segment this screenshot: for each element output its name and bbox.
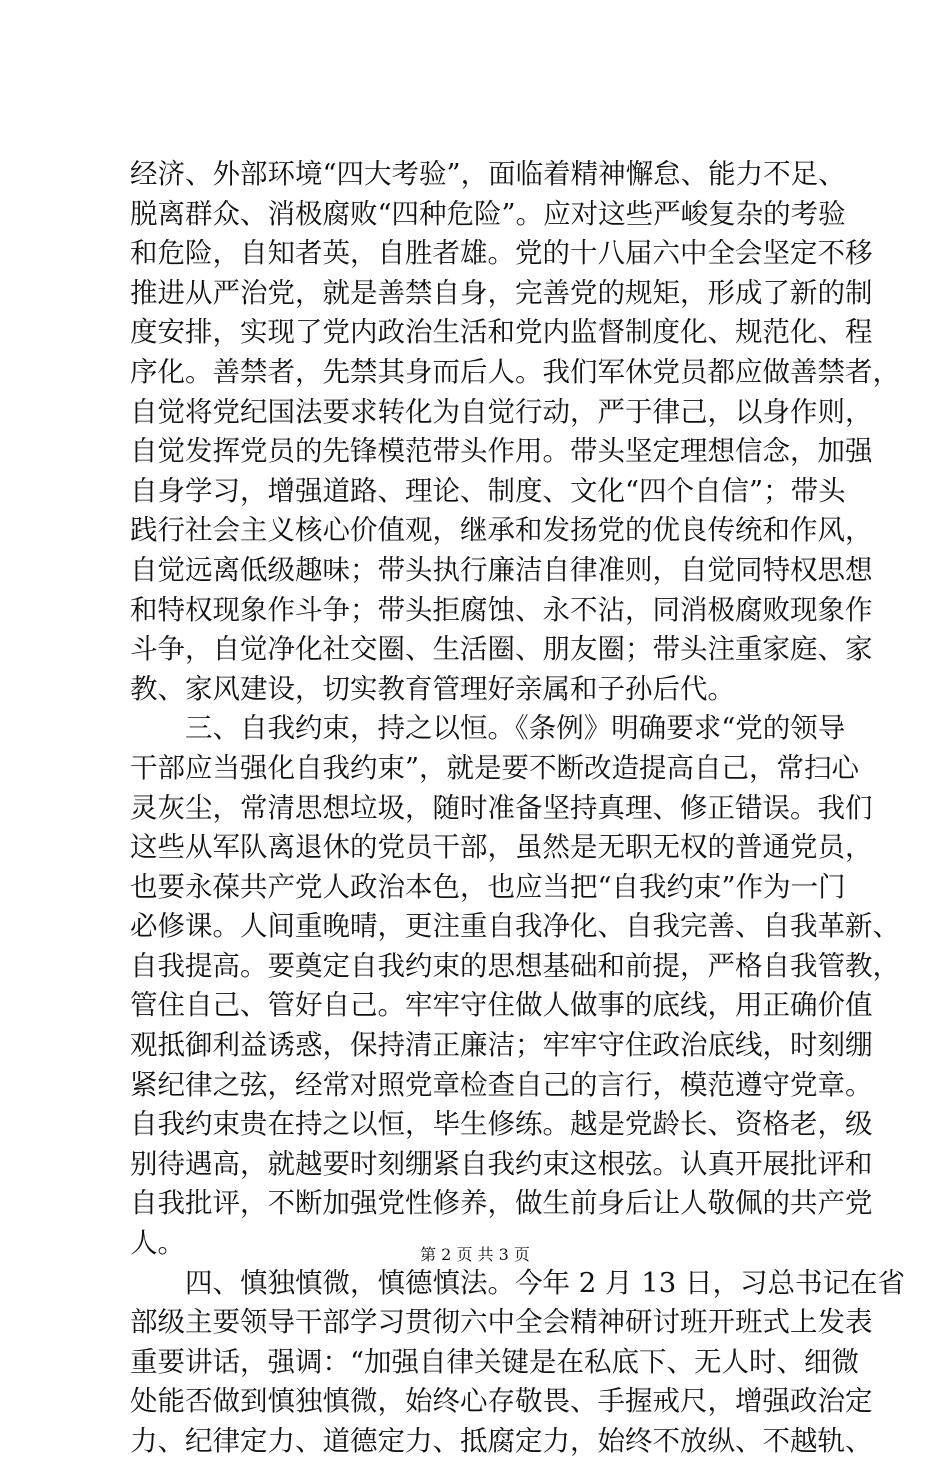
text-line: 四、慎独慎微，慎德慎法。今年 2 月 13 日，习总书记在省 [130,1266,905,1299]
text-line: 脱离群众、消极腐败“四种危险”。应对这些严峻复杂的考验 [130,197,846,230]
text-line: 度安排，实现了党内政治生活和党内监督制度化、规范化、程 [130,316,873,349]
text-line: 和危险，自知者英，自胜者雄。党的十八届六中全会坚定不移 [130,237,873,270]
text-line: 经济、外部环境“四大考验”，面临着精神懈怠、能力不足、 [130,158,846,190]
text-line: 教、家风建设，切实教育管理好亲属和子孙后代。 [130,672,735,705]
text-line: 和特权现象作斗争；带头拒腐蚀、永不沾，同消极腐败现象作 [130,593,873,626]
text-line: 这些从军队离退休的党员干部，虽然是无职无权的普通党员， [130,831,873,864]
text-line: 重要讲话，强调：“加强自律关键是在私底下、无人时、细微 [130,1345,860,1378]
page-footer: 第 2 页 共 3 页 [420,1245,530,1264]
text-line: 别待遇高，就越要时刻绷紧自我约束这根弦。认真开展批评和 [130,1147,873,1180]
text-line: 干部应当强化自我约束”，就是要不断改造提高自己，常扫心 [130,751,860,784]
text-line: 必修课。人间重晚晴，更注重自我净化、自我完善、自我革新、 [130,910,900,943]
text-line: 自我提高。要奠定自我约束的思想基础和前提，严格自我管教， [130,949,900,982]
text-line: 自我批评，不断加强党性修养，做生前身后让人敬佩的共产党 [130,1187,873,1220]
document-body [130,155,905,1462]
text-line: 也要永葆共产党人政治本色，也应当把“自我约束”作为一门 [130,870,846,903]
text-line: 力、纪律定力、道德定力、抵腐定力，始终不放纵、不越轨、 [130,1425,873,1457]
text-line: 自身学习，增强道路、理论、制度、文化“四个自信”；带头 [130,474,846,507]
text-line: 处能否做到慎独慎微，始终心存敬畏、手握戒尺，增强政治定 [130,1385,873,1418]
text-line: 序化。善禁者，先禁其身而后人。我们军休党员都应做善禁者， [130,355,900,388]
text-line: 践行社会主义核心价值观，继承和发扬党的优良传统和作风， [130,514,873,547]
text-line: 紧纪律之弦，经常对照党章检查自己的言行，模范遵守党章。 [130,1068,873,1101]
text-line: 三、自我约束，持之以恒。《条例》明确要求“党的领导 [130,712,846,745]
text-line: 观抵御利益诱惑，保持清正廉洁；牢牢守住政治底线，时刻绷 [130,1029,873,1062]
text-line: 斗争，自觉净化社交圈、生活圈、朋友圈；带头注重家庭、家 [130,633,873,666]
text-line: 自觉远离低级趣味；带头执行廉洁自律准则，自觉同特权思想 [130,553,873,586]
text-line: 人。 [130,1227,185,1260]
text-line: 部级主要领导干部学习贯彻六中全会精神研讨班开班式上发表 [130,1306,873,1339]
text-line: 推进从严治党，就是善禁自身，完善党的规矩，形成了新的制 [130,276,873,309]
text-line: 管住自己、管好自己。牢牢守住做人做事的底线，用正确价值 [130,989,873,1022]
text-line: 自觉将党纪国法要求转化为自觉行动，严于律己，以身作则， [130,395,873,428]
text-line: 自我约束贵在持之以恒，毕生修练。越是党龄长、资格老，级 [130,1108,873,1141]
text-line: 灵灰尘，常清思想垃圾，随时准备坚持真理、修正错误。我们 [130,791,873,824]
text-line: 自觉发挥党员的先锋模范带头作用。带头坚定理想信念，加强 [130,435,873,468]
